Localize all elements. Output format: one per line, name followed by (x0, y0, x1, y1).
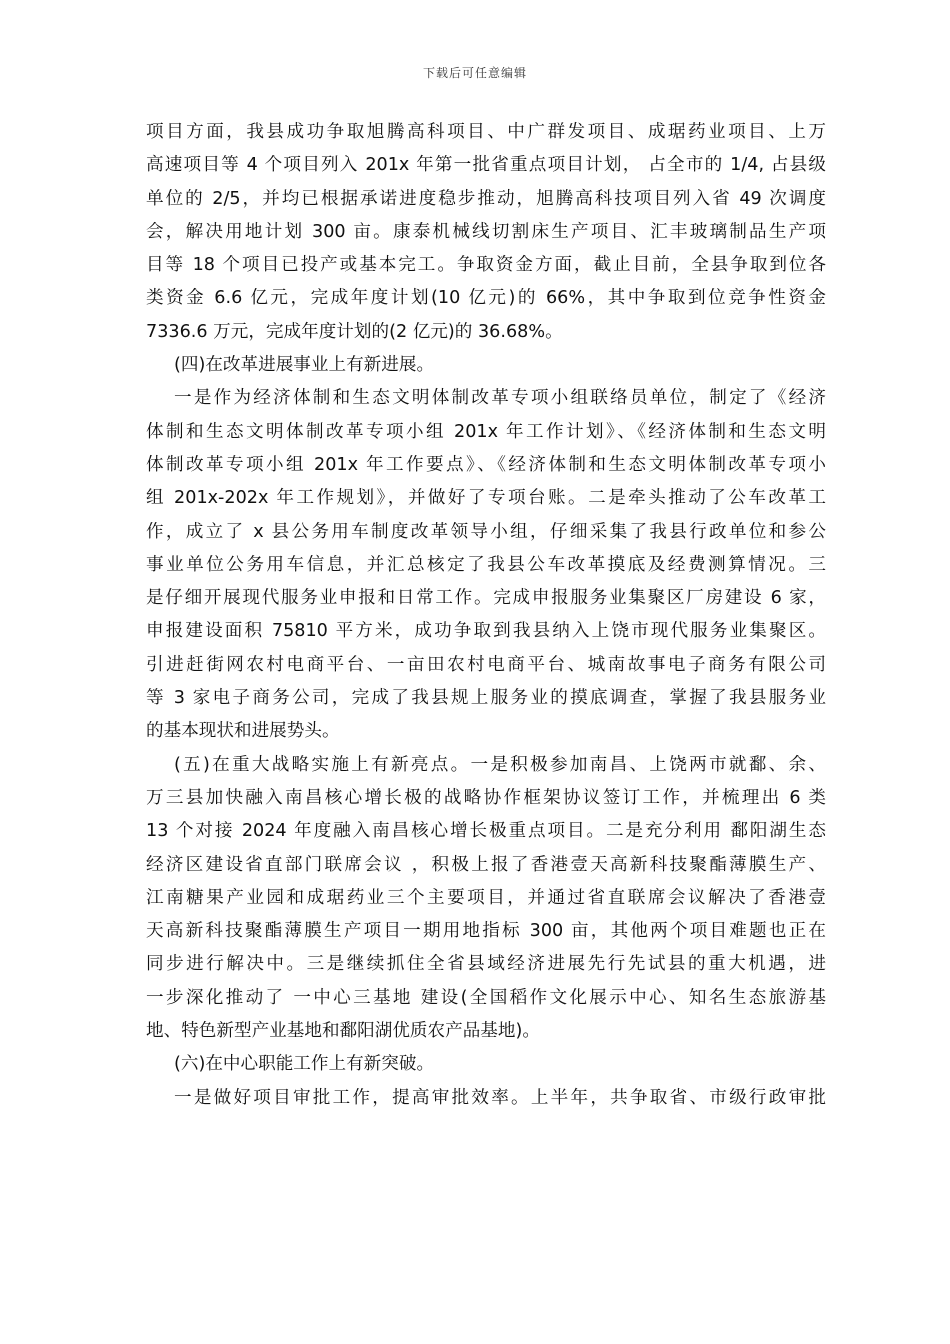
body-text (146, 116, 826, 1115)
text-line: 事业单位公务用车信息，并汇总核定了我县公车改革摸底及经费测算情况。三 (146, 554, 826, 575)
text-line: 引进赶街网农村电商平台、一亩田农村电商平台、城南故事电子商务有限公司 (146, 654, 826, 675)
text-line: 组 201x-202x 年工作规划》，并做好了专项台账。二是牵头推动了公车改革工 (146, 488, 826, 509)
text-line: 申报建设面积 75810 平方米，成功争取到我县纳入上饶市现代服务业集聚区。 (146, 621, 826, 642)
text-line: 目等 18 个项目已投产或基本完工。争取资金方面，截止目前，全县争取到位各 (146, 255, 826, 276)
text-line: 江南糖果产业园和成琚药业三个主要项目，并通过省直联席会议解决了香港壹 (146, 887, 826, 908)
text-line: (五)在重大战略实施上有新亮点。一是积极参加南昌、上饶两市就鄱、余、 (174, 754, 826, 775)
text-line: 是仔细开展现代服务业申报和日常工作。完成申报服务业集聚区厂房建设 6 家， (146, 588, 826, 609)
text-line: 一是做好项目审批工作，提高审批效率。上半年，共争取省、市级行政审批 (174, 1087, 826, 1108)
text-line: 13 个对接 2024 年度融入南昌核心增长极重点项目。二是充分利用 鄱阳湖生态 (146, 821, 826, 842)
text-line: 万三县加快融入南昌核心增长极的战略协作框架协议签订工作，并梳理出 6 类 (146, 787, 826, 808)
text-line: 等 3 家电子商务公司，完成了我县规上服务业的摸底调查，掌握了我县服务业 (146, 688, 826, 709)
text-line: 类资金 6.6 亿元，完成年度计划(10 亿元)的 66%，其中争取到位竞争性资金 (146, 288, 826, 309)
page-header: 下载后可任意编辑 (422, 66, 527, 80)
text-line: 作，成立了 x 县公务用车制度改革领导小组，仔细采集了我县行政单位和参公 (146, 521, 826, 542)
text-line: 体制和生态文明体制改革专项小组 201x 年工作计划》、《经济体制和生态文明 (146, 421, 826, 442)
text-line: 同步进行解决中。三是继续抓住全省县域经济进展先行先试县的重大机遇，进 (146, 954, 826, 975)
text-line: 一是作为经济体制和生态文明体制改革专项小组联络员单位，制定了《经济 (174, 388, 826, 409)
text-line: (四)在改革进展事业上有新进展。 (174, 355, 435, 376)
text-line: 高速项目等 4 个项目列入 201x 年第一批省重点项目计划， 占全市的 1/4, 占县级 (146, 155, 826, 176)
text-line: 7336.6 万元，完成年度计划的(2 亿元)的 36.68%。 (146, 321, 563, 342)
text-line: 会，解决用地计划 300 亩。康泰机械线切割床生产项目、汇丰玻璃制品生产项 (146, 221, 826, 242)
text-line: 地、特色新型产业基地和鄱阳湖优质农产品基地)。 (146, 1021, 540, 1042)
text-line: 经济区建设省直部门联席会议 ，积极上报了香港壹天高新科技聚酯薄膜生产、 (146, 854, 826, 875)
text-line: 项目方面，我县成功争取旭腾高科项目、中广群发项目、成琚药业项目、上万 (146, 122, 826, 142)
text-line: 单位的 2/5，并均已根据承诺进度稳步推动，旭腾高科技项目列入省 49 次调度 (146, 188, 826, 209)
text-line: (六)在中心职能工作上有新突破。 (174, 1054, 435, 1075)
text-line: 的基本现状和进展势头。 (146, 721, 340, 742)
text-line: 体制改革专项小组 201x 年工作要点》、《经济体制和生态文明体制改革专项小 (146, 454, 826, 475)
text-line: 一步深化推动了 一中心三基地 建设(全国稻作文化展示中心、知名生态旅游基 (146, 987, 826, 1008)
text-line: 天高新科技聚酯薄膜生产项目一期用地指标 300 亩，其他两个项目难题也正在 (146, 921, 826, 942)
